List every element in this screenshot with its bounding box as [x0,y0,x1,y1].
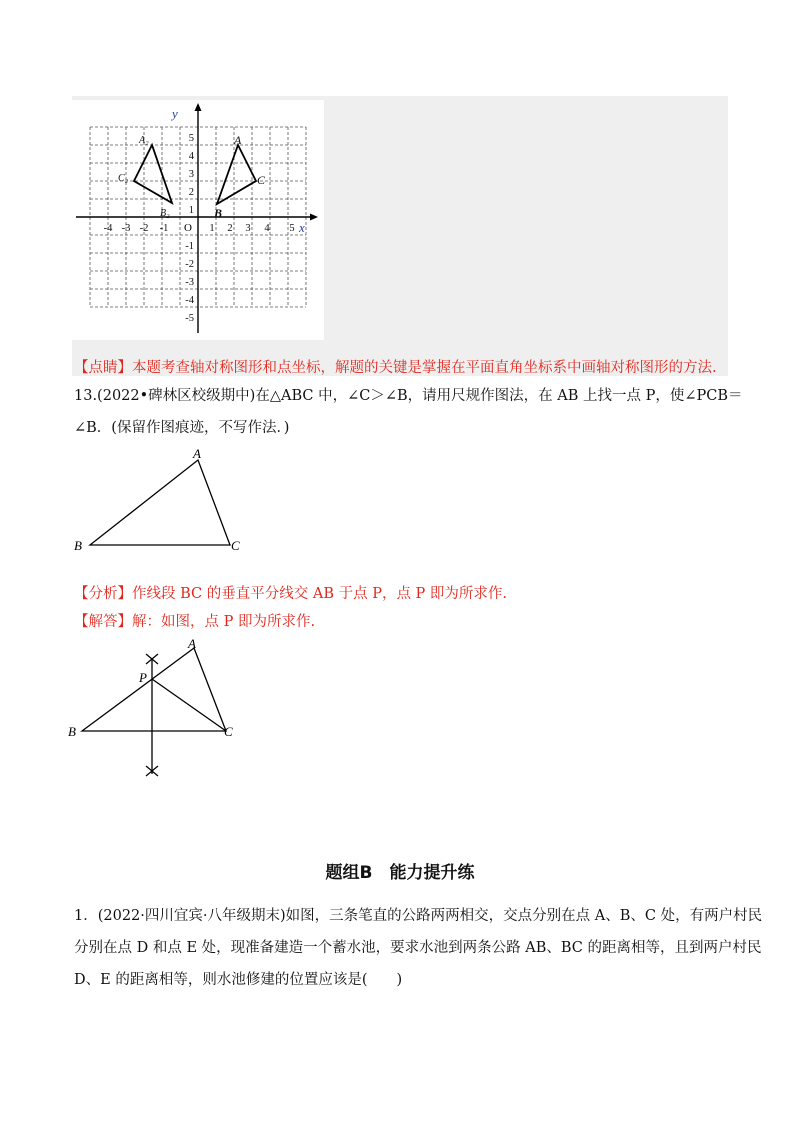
analysis-line [74,584,507,604]
x-tick-label: 3 [245,223,251,234]
point-label-p: P [139,670,147,685]
question-13-line-2: ∠B．(保留作图痕迹，不写作法．) [74,420,290,436]
point-label-c2: C₂ [118,173,129,184]
triangle-abc-13 [90,460,230,545]
vertex-label-a: A [193,446,201,461]
vertex-label-b: B [74,538,82,553]
point-label-a: A [234,133,242,147]
x-tick-label: 4 [264,223,270,234]
note-line [74,358,717,378]
y-tick-label: -4 [185,295,194,306]
x-tick-label: 5 [289,223,295,234]
analysis-text: 作线段 BC 的垂直平分线交 AB 于点 P，点 P 即为所求作. [132,586,508,602]
coordinate-graph [72,100,324,340]
vertex-label-c: C [231,538,240,553]
note-text: 本题考查轴对称图形和点坐标，解题的关键是掌握在平面直角坐标系中画轴对称图形的方法. [132,360,717,376]
question-1-line-3: D、E 的距离相等，则水池修建的位置应该是( ) [74,972,403,988]
x-tick-label: 1 [209,223,215,234]
y-tick-label: -3 [185,277,194,288]
y-tick-label: 2 [188,187,194,198]
triangle-a2b2c2 [134,145,172,203]
vertex-label-a: A [188,636,196,651]
point-label-b2: B₂ [160,208,170,219]
y-tick-label: 1 [188,205,194,216]
note-tag: 【点睛】 [74,360,132,376]
y-tick-label: 4 [188,151,194,162]
axes [76,103,318,333]
y-tick-label: -1 [185,241,194,252]
triangle-abc [217,145,256,204]
point-label-c: C [257,173,266,187]
question-1-line-2: 分别在点 D 和点 E 处，现准备建造一个蓄水池，要求水池到两条公路 AB、BC 的距离相等，且到两户村民 [74,940,762,956]
y-axis-label: y [172,106,178,121]
point-label-a2: A₂ [139,135,149,146]
coordinate-graph-card [72,100,324,340]
analysis-tag: 【分析】 [74,586,132,602]
section-title: 题组B 能力提升练 [325,863,475,883]
x-tick-label: -3 [121,223,131,234]
construction-figure [66,636,246,786]
x-tick-label: -4 [103,223,113,234]
answer-tag: 【解答】 [74,614,132,630]
answer-line [74,612,315,632]
question-13-line-1: 13.(2022•碑林区校级期中)在△ABC 中，∠C＞∠B，请用尺规作图法，在 AB 上找一点 P，使∠PCB＝ [74,388,743,404]
y-tick-label: -5 [185,313,194,324]
x-tick-label: -2 [139,223,149,234]
y-tick-label: 3 [188,169,194,180]
vertex-label-b: B [68,724,76,739]
triangle-figure-13 [70,445,260,560]
answer-text: 解：如图，点 P 即为所求作. [132,614,316,630]
point-label-b: B [214,206,223,220]
x-tick-label: -1 [159,223,169,234]
x-axis-label: x [299,220,305,235]
segment-pc [152,679,226,731]
y-tick-label: -2 [185,259,194,270]
y-tick-label: 5 [188,133,194,144]
x-tick-label: 2 [227,223,233,234]
vertex-label-c: C [224,724,233,739]
question-1-line-1: 1．(2022·四川宜宾·八年级期末)如图，三条笔直的公路两两相交，交点分别在点 A、B、C 处，有两户村民 [74,908,763,924]
x-tick-labels [104,223,295,234]
origin-label: O [184,222,192,234]
